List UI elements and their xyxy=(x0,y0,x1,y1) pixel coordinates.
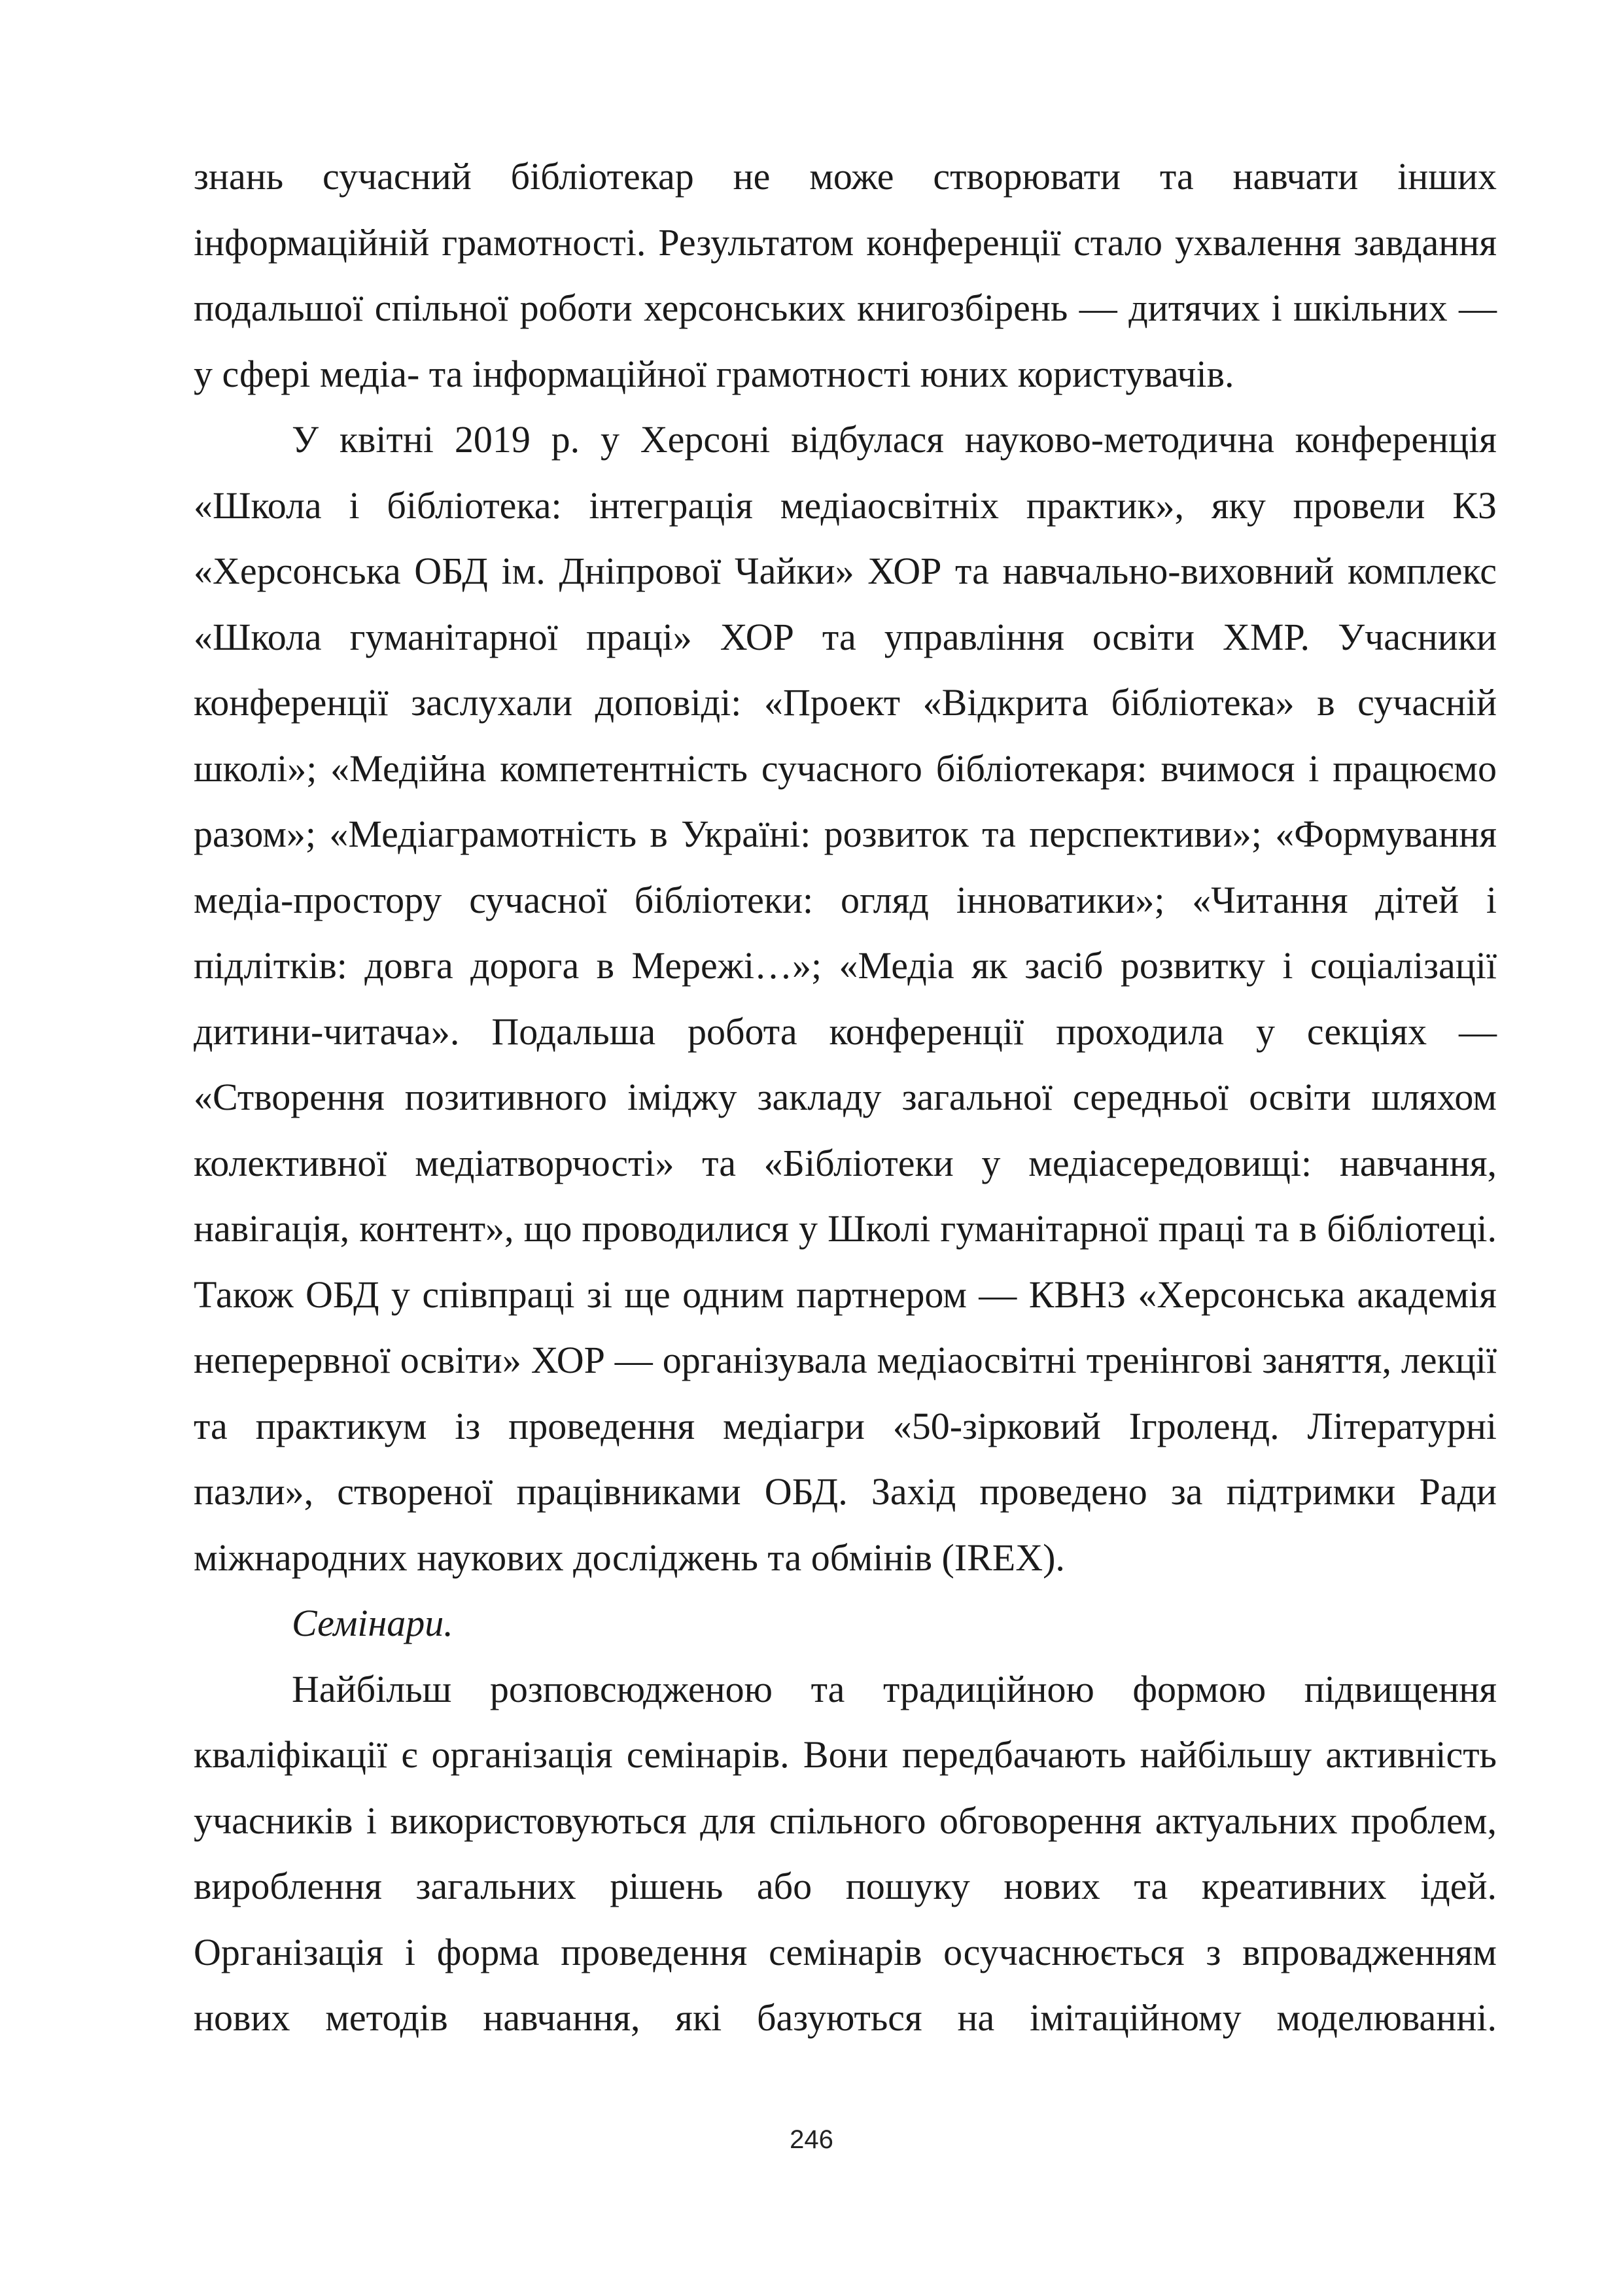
text-line: У квітні 2019 р. у Херсоні відбулася науково-методична конференція xyxy=(292,418,1497,461)
text-line: інформаційній грамотності. Результатом конференції стало ухвалення завдання xyxy=(194,221,1497,264)
text-line: кваліфікації є організація семінарів. Вони передбачають найбільшу активність xyxy=(194,1733,1497,1776)
text-line: та практикум із проведення медіагри «50-зірковий Ігроленд. Літературні xyxy=(194,1404,1497,1447)
text-line: у сфері медіа- та інформаційної грамотності юних користувачів. xyxy=(194,352,1234,395)
text-line: пазли», створеної працівниками ОБД. Захід проведено за підтримки Ради xyxy=(194,1470,1497,1513)
text-line: Найбільш розповсюдженою та традиційною формою підвищення xyxy=(292,1667,1497,1710)
text-line: медіа-простору сучасної бібліотеки: огляд інноватики»; «Читання дітей і xyxy=(194,878,1497,921)
text-line: міжнародних наукових досліджень та обмінів (IREX). xyxy=(194,1536,1065,1579)
text-line: школі»; «Медійна компетентність сучасного бібліотекаря: вчимося і працюємо xyxy=(194,747,1497,790)
text-line: Організація і форма проведення семінарів осучаснюється з впровадженням xyxy=(194,1930,1497,1973)
text-line: Також ОБД у співпраці зі ще одним партнером — КВНЗ «Херсонська академія xyxy=(194,1273,1497,1316)
text-line: знань сучасний бібліотекар не може створювати та навчати інших xyxy=(194,155,1497,198)
text-line: вироблення загальних рішень або пошуку нових та креативних ідей. xyxy=(194,1865,1497,1907)
text-line: разом»; «Медіаграмотність в Україні: розвиток та перспективи»; «Формування xyxy=(194,813,1497,855)
page-number: 246 xyxy=(790,2125,833,2154)
text-line: неперервної освіти» ХОР — організувала медіаосвітні тренінгові заняття, лекції xyxy=(194,1339,1497,1381)
text-line: «Херсонська ОБД ім. Дніпрової Чайки» ХОР та навчально-виховний комплекс xyxy=(194,550,1497,592)
text-line: навігація, контент», що проводилися у Школі гуманітарної праці та в бібліотеці. xyxy=(194,1207,1497,1250)
section-heading: Семінари. xyxy=(292,1602,453,1644)
text-line: «Школа гуманітарної праці» ХОР та управління освіти ХМР. Учасники xyxy=(194,615,1497,658)
text-line: нових методів навчання, які базуються на імітаційному моделюванні. xyxy=(194,1996,1497,2039)
text-line: «Школа і бібліотека: інтеграція медіаосвітніх практик», яку провели КЗ xyxy=(194,484,1497,527)
text-line: подальшої спільної роботи херсонських книгозбірень — дитячих і шкільних — xyxy=(194,287,1497,329)
text-line: «Створення позитивного іміджу закладу загальної середньої освіти шляхом xyxy=(194,1076,1497,1118)
text-line: колективної медіатворчості» та «Бібліотеки у медіасередовищі: навчання, xyxy=(194,1141,1497,1184)
text-line: конференції заслухали доповіді: «Проект «Відкрита бібліотека» в сучасній xyxy=(194,681,1497,724)
text-line: учасників і використовуються для спільного обговорення актуальних проблем, xyxy=(194,1799,1497,1842)
body-text xyxy=(194,144,1497,2051)
text-line: підлітків: довга дорога в Мережі…»; «Медіа як засіб розвитку і соціалізації xyxy=(194,944,1497,987)
text-line: дитини-читача». Подальша робота конференції проходила у секціях — xyxy=(194,1010,1497,1053)
